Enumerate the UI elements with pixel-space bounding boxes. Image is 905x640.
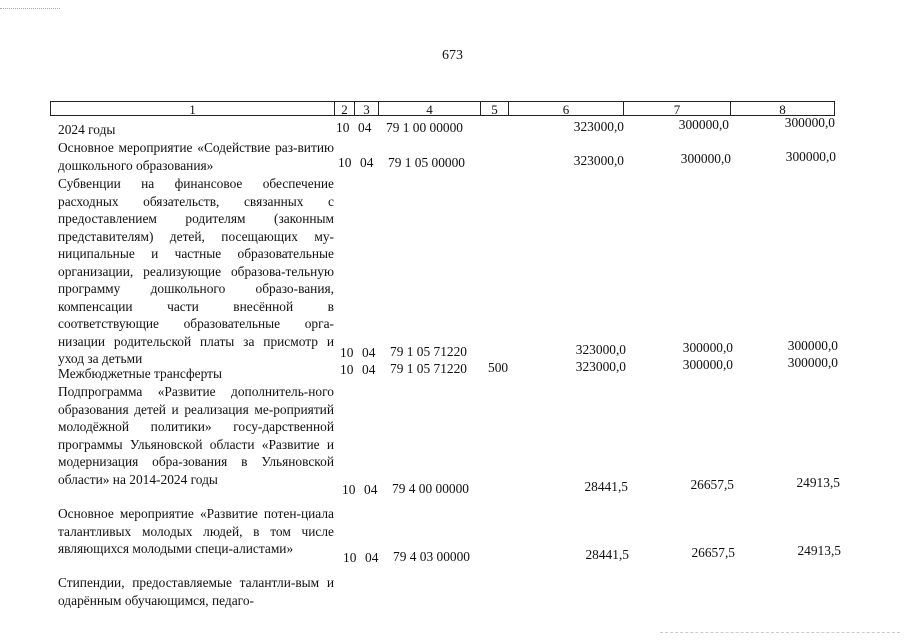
- row-amount-2023: 300000,0: [678, 117, 729, 132]
- header-col-4: 4: [378, 101, 480, 116]
- row-amount-2022: 323000,0: [573, 153, 624, 168]
- header-col-8: 8: [730, 101, 835, 116]
- row-description: Подпрограмма «Развитие дополнитель-ного образования детей и реализация ме-роприятий молодёжной политики» госу-дарственной программы Ульяновской области «Развитие и модернизация обра-зования в Ульяновской области» на 2014-2024 годы: [58, 384, 334, 487]
- row-subsection: 04: [360, 155, 374, 170]
- row-amount-2024: 24913,5: [796, 475, 840, 490]
- row-amount-2022: 323000,0: [575, 359, 626, 374]
- row-target-code: 79 1 00 00000: [386, 120, 463, 135]
- row-section: 10: [336, 120, 350, 135]
- row-subsection: 04: [362, 362, 376, 377]
- header-col-3: 3: [354, 101, 378, 116]
- row-subsection: 04: [364, 482, 378, 497]
- row-description: Основное мероприятие «Содействие раз-витию дошкольного образования»: [58, 140, 334, 173]
- row-amount-2024: 300000,0: [785, 149, 836, 164]
- row-amount-2022: 28441,5: [584, 479, 628, 494]
- header-col-2: 2: [334, 101, 354, 116]
- row-amount-2023: 300000,0: [682, 340, 733, 355]
- row-amount-2022: 28441,5: [585, 547, 629, 562]
- scan-artifact-top-left: [0, 8, 60, 12]
- row-target-code: 79 1 05 71220: [390, 361, 467, 376]
- row-description: Основное мероприятие «Развитие потен-циала талантливых молодых людей, в том числе являющихся молодыми специ-алистами»: [58, 506, 334, 556]
- row-amount-2024: 300000,0: [787, 338, 838, 353]
- header-col-7: 7: [623, 101, 730, 116]
- row-target-code: 79 1 05 71220: [390, 344, 467, 359]
- row-description: Межбюджетные трансферты: [58, 366, 222, 381]
- row-amount-2023: 26657,5: [690, 477, 734, 492]
- row-description: 2024 годы: [58, 122, 116, 137]
- row-subsection: 04: [365, 550, 379, 565]
- row-amount-2024: 300000,0: [784, 115, 835, 130]
- row-section: 10: [340, 345, 354, 360]
- row-subsection: 04: [362, 345, 376, 360]
- scan-artifact-bottom: [660, 632, 900, 635]
- row-description: Субвенции на финансовое обеспечение расходных обязательств, связанных с предоставлением родителям (законным представителям) детей, посещающих му-ниципальные и частные образовательные организации, реализующие образова-тельную программу дошкольного образо-вания, компенсации части внесённой в соответствующие образовательные орга-низации родительской платы за присмотр и уход за детьми: [58, 176, 334, 366]
- row-target-code: 79 4 00 00000: [392, 481, 469, 496]
- row-amount-2022: 323000,0: [573, 119, 624, 134]
- row-target-code: 79 1 05 00000: [388, 155, 465, 170]
- row-section: 10: [338, 155, 352, 170]
- row-subsection: 04: [358, 120, 372, 135]
- row-section: 10: [340, 362, 354, 377]
- row-amount-2024: 300000,0: [787, 355, 838, 370]
- row-description: Стипендии, предоставляемые талантли-вым и одарённым обучающимся, педаго-: [58, 575, 334, 608]
- row-amount-2023: 300000,0: [680, 151, 731, 166]
- header-col-6: 6: [508, 101, 623, 116]
- row-amount-2023: 300000,0: [682, 357, 733, 372]
- row-amount-2022: 323000,0: [575, 342, 626, 357]
- header-col-1: 1: [50, 101, 334, 116]
- page-number: 673: [442, 48, 463, 63]
- row-expense-type: 500: [488, 360, 509, 375]
- row-target-code: 79 4 03 00000: [393, 549, 470, 564]
- row-amount-2024: 24913,5: [797, 543, 841, 558]
- row-section: 10: [343, 550, 357, 565]
- header-col-5: 5: [480, 101, 508, 116]
- row-amount-2023: 26657,5: [691, 545, 735, 560]
- row-section: 10: [342, 482, 356, 497]
